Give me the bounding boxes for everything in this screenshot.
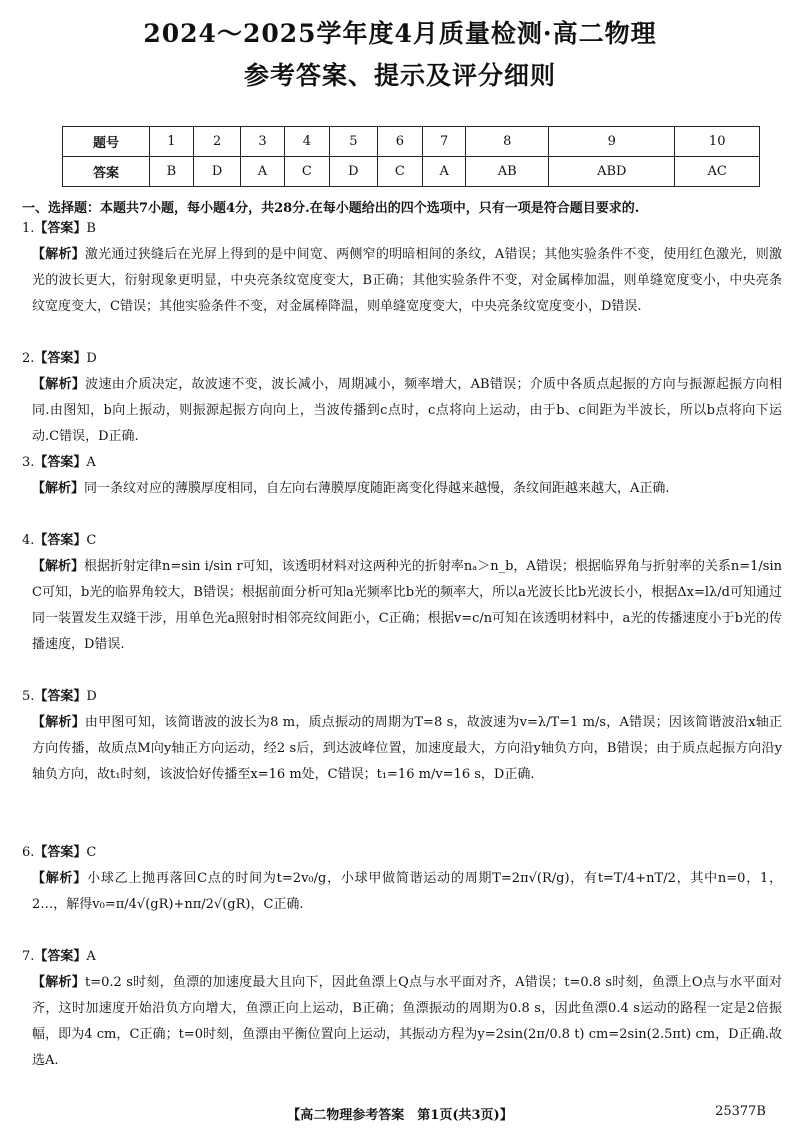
analysis-label: 【解析】 <box>32 481 85 496</box>
analysis-label: 【解析】 <box>32 559 85 574</box>
question-number-cell: 7 <box>423 127 466 157</box>
analysis-label: 【解析】 <box>32 715 85 730</box>
question-number: 2. <box>22 351 35 366</box>
question-number-cell: 9 <box>549 127 675 157</box>
analysis-paragraph <box>22 554 782 658</box>
question-number-cell: 1 <box>150 127 194 157</box>
question-block <box>22 684 782 788</box>
question-number-cell: 2 <box>193 127 241 157</box>
question-number-cell: 3 <box>241 127 284 157</box>
answer-value: A <box>86 455 96 470</box>
answer-label: 【答案】 <box>34 351 87 366</box>
answer-cell: C <box>284 157 330 187</box>
answer-label: 【答案】 <box>34 533 87 548</box>
analysis-label: 【解析】 <box>32 871 88 886</box>
answer-value: D <box>86 351 97 366</box>
question-block <box>22 840 782 918</box>
question-header <box>22 346 782 372</box>
table-row-numbers <box>63 127 760 157</box>
answer-cell: ABD <box>549 157 675 187</box>
answer-cell: AB <box>466 157 549 187</box>
question-block <box>22 944 782 1074</box>
analysis-label: 【解析】 <box>32 377 86 392</box>
analysis-text: t=0.2 s时刻，鱼漂的加速度最大且向下，因此鱼漂上Q点与水平面对齐，A错误；t=0.8 s时刻，鱼漂上O点与水平面对齐，这时加速度开始沿负方向增大，鱼漂正向上运动，B正确；鱼漂振动的周期为0.8 s，因此鱼漂0.4 s运动的路程一定是2倍振幅，即为4 cm，C正确；t=0时刻，鱼漂由平衡位置向上运动，其振动方程为y=2sin(2π/0.8 t) cm=2sin(2.5πt) cm，D正确.故选A. <box>32 975 782 1068</box>
answer-value: A <box>86 949 96 964</box>
answer-value: B <box>86 221 96 236</box>
page-subtitle: 参考答案、提示及评分细则 <box>243 61 556 90</box>
row-label-answer: 答案 <box>63 157 150 187</box>
analysis-label: 【解析】 <box>32 247 85 262</box>
analysis-paragraph <box>22 242 782 320</box>
analysis-text: 由甲图可知，该简谐波的波长为8 m，质点振动的周期为T=8 s，故波速为v=λ/T=1 m/s，A错误；因该简谐波沿x轴正方向传播，故质点M向y轴正方向运动，经2 s后，到达波峰位置，加速度最大，方向沿y轴负方向，B错误；由于质点起振方向沿y轴负方向，故t₁时刻，该波恰好传播至x=16 m处，C错误；t₁=16 m/v=16 s，D正确. <box>32 715 782 782</box>
page-footer: 【高二物理参考答案 第1页(共3页)】 <box>287 1108 513 1123</box>
question-block <box>22 450 782 502</box>
answer-cell: D <box>193 157 241 187</box>
answer-label: 【答案】 <box>34 689 87 704</box>
analysis-paragraph <box>22 710 782 788</box>
question-header <box>22 944 782 970</box>
answer-cell: B <box>150 157 194 187</box>
analysis-paragraph <box>22 866 782 918</box>
question-number: 7. <box>22 949 35 964</box>
question-header <box>22 684 782 710</box>
analysis-paragraph <box>22 372 782 450</box>
analysis-text: 激光通过狭缝后在光屏上得到的是中间宽、两侧窄的明暗相间的条纹，A错误；其他实验条件不变，使用红色激光，则激光的波长更大，衍射现象更明显，中央亮条纹宽度变大，B正确；其他实验条件不变，对金属棒加温，则单缝宽度变小，中央亮条纹宽度变大，C错误；其他实验条件不变，对金属棒降温，则单缝宽度变大，中央亮条纹宽度变小，D错误. <box>32 247 782 314</box>
answer-label: 【答案】 <box>34 221 87 236</box>
answer-cell: A <box>423 157 466 187</box>
question-header <box>22 216 782 242</box>
answer-cell: A <box>241 157 284 187</box>
question-number: 1. <box>22 221 35 236</box>
question-number-cell: 10 <box>675 127 760 157</box>
answer-label: 【答案】 <box>34 845 87 860</box>
analysis-text: 根据折射定律n=sin i/sin r可知，该透明材料对这两种光的折射率nₐ＞n_b，A错误；根据临界角与折射率的关系n=1/sin C可知，b光的临界角较大，B错误；根据前面分析可知a光频率比b光的频率大，所以a光波长比b光波长小，根据Δx=lλ/d可知通过同一装置发生双缝干涉，用单色光a照射时相邻亮纹间距小，C正确；根据v=c/n可知在该透明材料中，a光的传播速度小于b光的传播速度，D错误. <box>32 559 782 652</box>
question-number: 3. <box>22 455 35 470</box>
analysis-text: 同一条纹对应的薄膜厚度相同，自左向右薄膜厚度随距离变化得越来越慢，条纹间距越来越大，A正确. <box>84 481 670 496</box>
analysis-label: 【解析】 <box>32 975 86 990</box>
answer-value: C <box>86 533 97 548</box>
section-title: 一、选择题：本题共7小题，每小题4分，共28分.在每小题给出的四个选项中，只有一项是符合题目要求的. <box>22 201 640 216</box>
analysis-text: 小球乙上抛再落回C点的时间为t=2v₀/g，小球甲做简谐运动的周期T=2π√(R/g)，有t=T/4+nT/2，其中n=0，1，2…，解得v₀=π/4√(gR)+nπ/2√(gR)，C正确. <box>32 871 782 912</box>
question-number-cell: 8 <box>466 127 549 157</box>
answer-table <box>62 126 760 187</box>
question-number-cell: 5 <box>330 127 378 157</box>
question-number: 6. <box>22 845 35 860</box>
question-block <box>22 528 782 658</box>
page-title: 2024～2025学年度4月质量检测·高二物理 <box>143 19 657 48</box>
answer-value: C <box>86 845 97 860</box>
answer-value: D <box>86 689 97 704</box>
analysis-paragraph <box>22 970 782 1074</box>
answer-cell: AC <box>675 157 760 187</box>
question-number: 4. <box>22 533 35 548</box>
question-number: 5. <box>22 689 35 704</box>
answer-cell: D <box>330 157 378 187</box>
question-block <box>22 346 782 450</box>
analysis-text: 波速由介质决定，故波速不变，波长减小，周期减小，频率增大，AB错误；介质中各质点起振的方向与振源起振方向相同.由图知，b向上振动，则振源起振方向向上，当波传播到c点时，c点将向上运动，由于b、c间距为半波长，所以b点将向下运动.C错误，D正确. <box>32 377 782 444</box>
document-code: 25377B <box>715 1104 766 1119</box>
question-number-cell: 6 <box>377 127 423 157</box>
row-label-number: 题号 <box>63 127 150 157</box>
analysis-paragraph <box>22 476 782 502</box>
question-header <box>22 528 782 554</box>
answer-cell: C <box>377 157 423 187</box>
question-header <box>22 450 782 476</box>
question-block <box>22 216 782 320</box>
table-row-answers <box>63 157 760 187</box>
answer-label: 【答案】 <box>34 949 87 964</box>
question-header <box>22 840 782 866</box>
question-number-cell: 4 <box>284 127 330 157</box>
answer-label: 【答案】 <box>34 455 87 470</box>
